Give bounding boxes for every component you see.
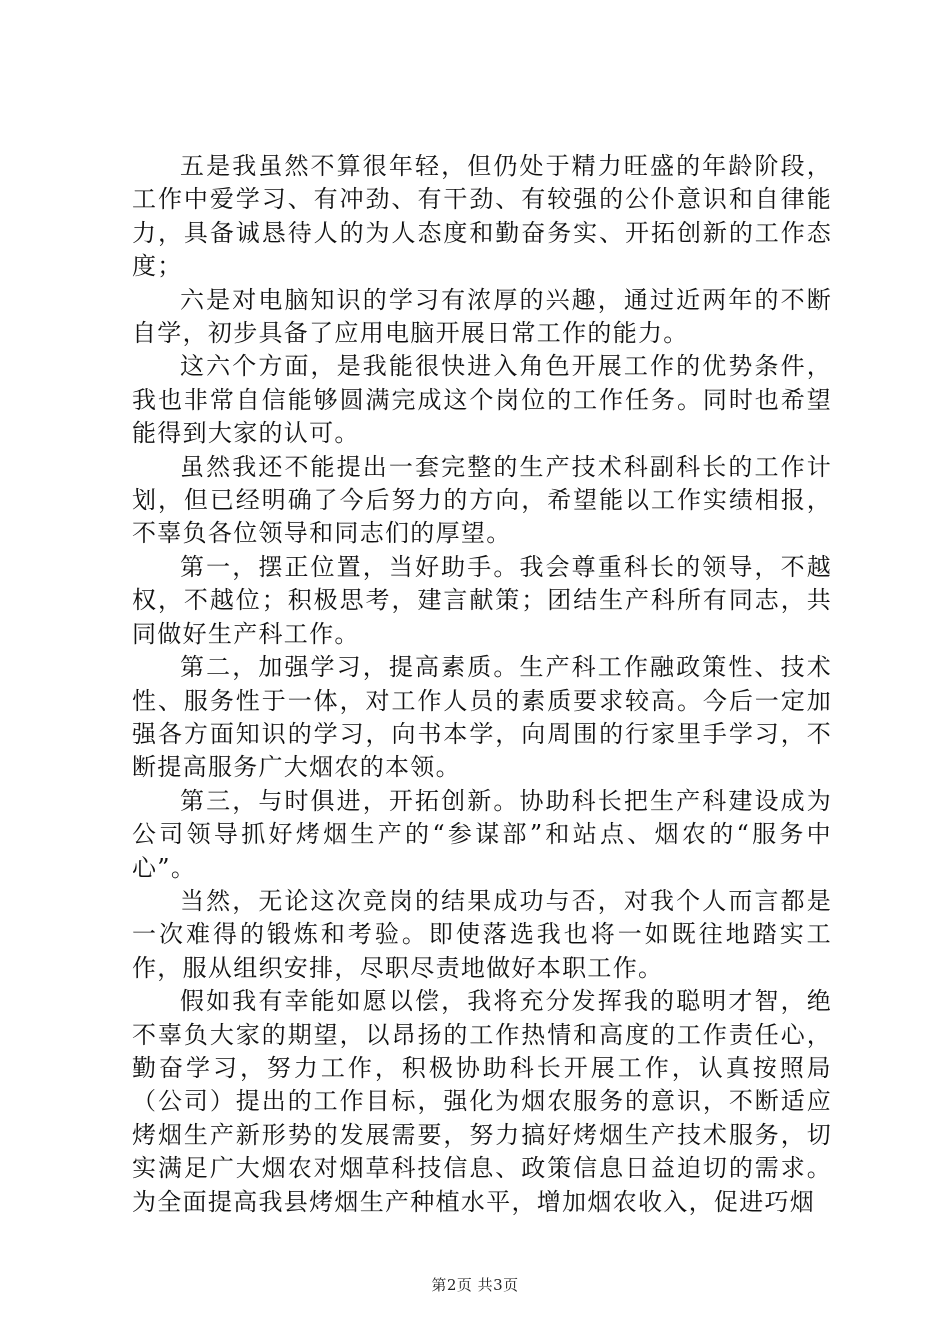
paragraph-plan-second: 第二，加强学习，提高素质。生产科工作融政策性、技术性、服务性于一体，对工作人员的素质要求较高。今后一定加强各方面知识的学习，向书本学，向周围的行家里手学习，不断提高服务广大烟农的本领。 <box>132 653 832 782</box>
paragraph-outcome: 当然，无论这次竞岗的结果成功与否，对我个人而言都是一次难得的锻炼和考验。即使落选我也将一如既往地踏实工作，服从组织安排，尽职尽责地做好本职工作。 <box>132 886 832 982</box>
paragraph-plan-first: 第一，摆正位置，当好助手。我会尊重科长的领导，不越权，不越位；积极思考，建言献策；团结生产科所有同志，共同做好生产科工作。 <box>132 552 832 648</box>
page-number-footer: 第2页 共3页 <box>431 1276 519 1294</box>
paragraph-summary: 这六个方面，是我能很快进入角色开展工作的优势条件，我也非常自信能够圆满完成这个岗位的工作任务。同时也希望能得到大家的认可。 <box>132 352 832 448</box>
paragraph-commitment: 假如我有幸能如愿以偿，我将充分发挥我的聪明才智，绝不辜负大家的期望，以昂扬的工作热情和高度的工作责任心，勤奋学习，努力工作，积极协助科长开展工作，认真按照局（公司）提出的工作目标，强化为烟农服务的意识，不断适应烤烟生产新形势的发展需要，努力搞好烤烟生产技术服务，切实满足广大烟农对烟草科技信息、政策信息日益迫切的需求。为全面提高我县烤烟生产种植水平，增加烟农收入，促进巧烟 <box>132 987 832 1216</box>
paragraph-plan-intro: 虽然我还不能提出一套完整的生产技术科副科长的工作计划，但已经明确了今后努力的方向，希望能以工作实绩相报，不辜负各位领导和同志们的厚望。 <box>132 452 832 548</box>
paragraph-plan-third: 第三，与时俱进，开拓创新。协助科长把生产科建设成为公司领导抓好烤烟生产的“参谋部”和站点、烟农的“服务中心”。 <box>132 786 832 882</box>
paragraph-strength-five: 五是我虽然不算很年轻，但仍处于精力旺盛的年龄阶段，工作中爱学习、有冲劲、有干劲、有较强的公仆意识和自律能力，具备诚恳待人的为人态度和勤奋务实、开拓创新的工作态度； <box>132 152 832 281</box>
document-body <box>132 150 832 1219</box>
paragraph-strength-six: 六是对电脑知识的学习有浓厚的兴趣，通过近两年的不断自学，初步具备了应用电脑开展日常工作的能力。 <box>132 285 832 348</box>
